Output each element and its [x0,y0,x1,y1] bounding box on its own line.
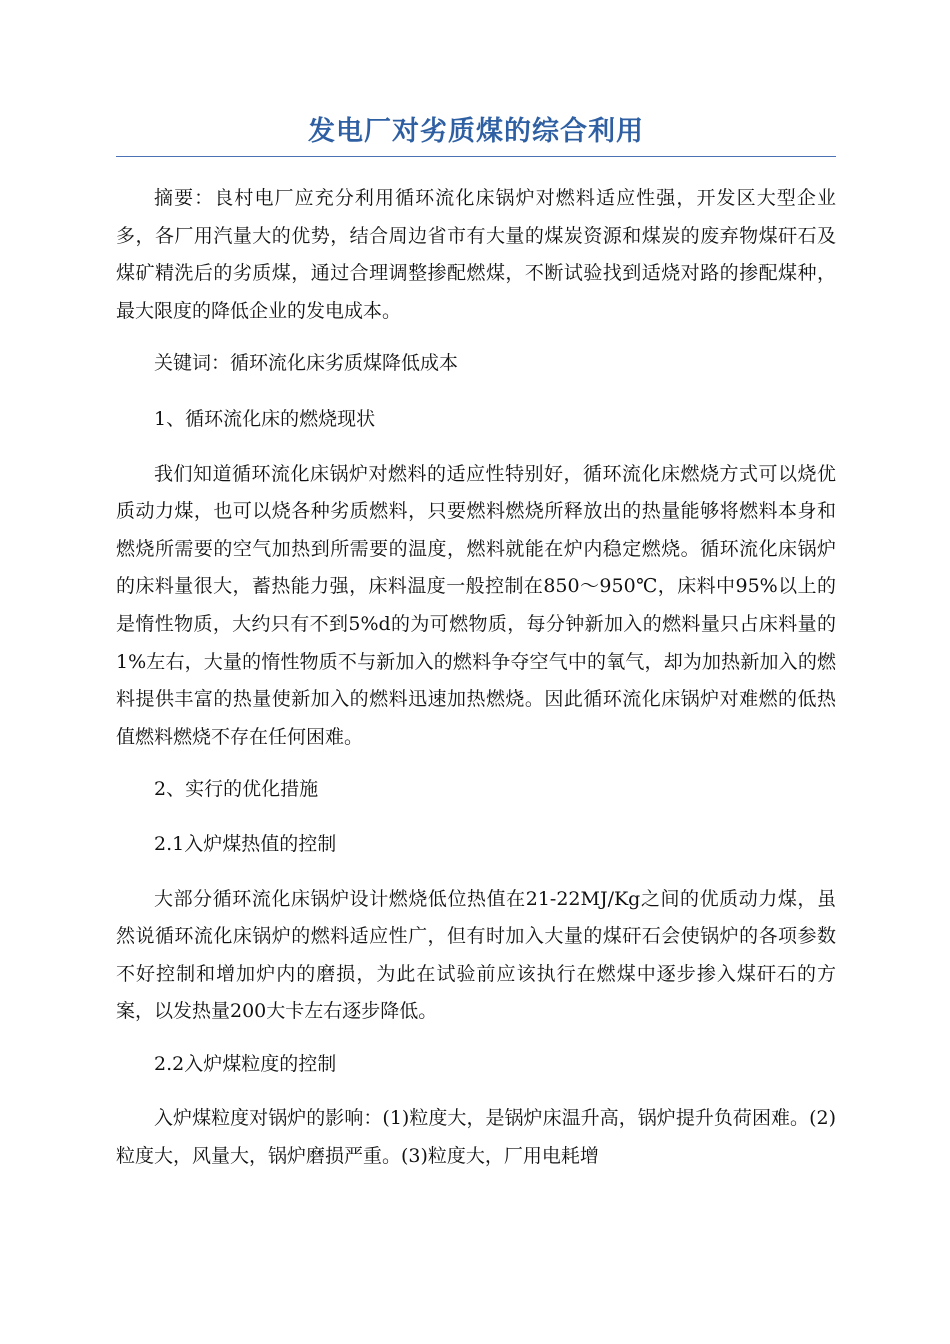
section-2-2-heading: 2.2入炉煤粒度的控制 [154,1052,337,1075]
document-page [116,112,836,1176]
document-title: 发电厂对劣质煤的综合利用 [116,112,836,157]
keywords-line: 关键词：循环流化床劣质煤降低成本 [154,352,459,375]
section-1-heading: 1、循环流化床的燃烧现状 [154,407,376,430]
section-2-1-paragraph: 大部分循环流化床锅炉设计燃烧低位热值在21-22MJ/Kg之间的优质动力煤，虽然说循环流化床锅炉的燃料适应性广，但有时加入大量的煤矸石会使锅炉的各项参数不好控制和增加炉内的磨损，为此在试验前应该执行在燃煤中逐步掺入煤矸石的方案，以发热量200大卡左右逐步降低。 [116,887,836,1023]
section-2-heading: 2、实行的优化措施 [154,778,319,801]
section-1-paragraph: 我们知道循环流化床锅炉对燃料的适应性特别好，循环流化床燃烧方式可以烧优质动力煤，也可以烧各种劣质燃料，只要燃料燃烧所释放出的热量能够将燃料本身和燃烧所需要的空气加热到所需要的温度，燃料就能在炉内稳定燃烧。循环流化床锅炉的床料量很大，蓄热能力强，床料温度一般控制在850～950℃，床料中95%以上的是惰性物质，大约只有不到5%d的为可燃物质，每分钟新加入的燃料量只占床料量的1%左右，大量的惰性物质不与新加入的燃料争夺空气中的氧气，却为加热新加入的燃料提供丰富的热量使新加入的燃料迅速加热燃烧。因此循环流化床锅炉对难燃的低热值燃料燃烧不存在任何困难。 [116,462,836,748]
abstract-paragraph: 摘要：良村电厂应充分利用循环流化床锅炉对燃料适应性强，开发区大型企业多，各厂用汽量大的优势，结合周边省市有大量的煤炭资源和煤炭的废弃物煤矸石及煤矿精洗后的劣质煤，通过合理调整掺配燃煤，不断试验找到适烧对路的掺配煤种，最大限度的降低企业的发电成本。 [116,187,836,322]
section-2-2-paragraph: 入炉煤粒度对锅炉的影响：(1)粒度大，是锅炉床温升高，锅炉提升负荷困难。(2)粒度大，风量大，锅炉磨损严重。(3)粒度大，厂用电耗增 [116,1107,836,1168]
section-2-1-heading: 2.1入炉煤热值的控制 [154,832,337,855]
